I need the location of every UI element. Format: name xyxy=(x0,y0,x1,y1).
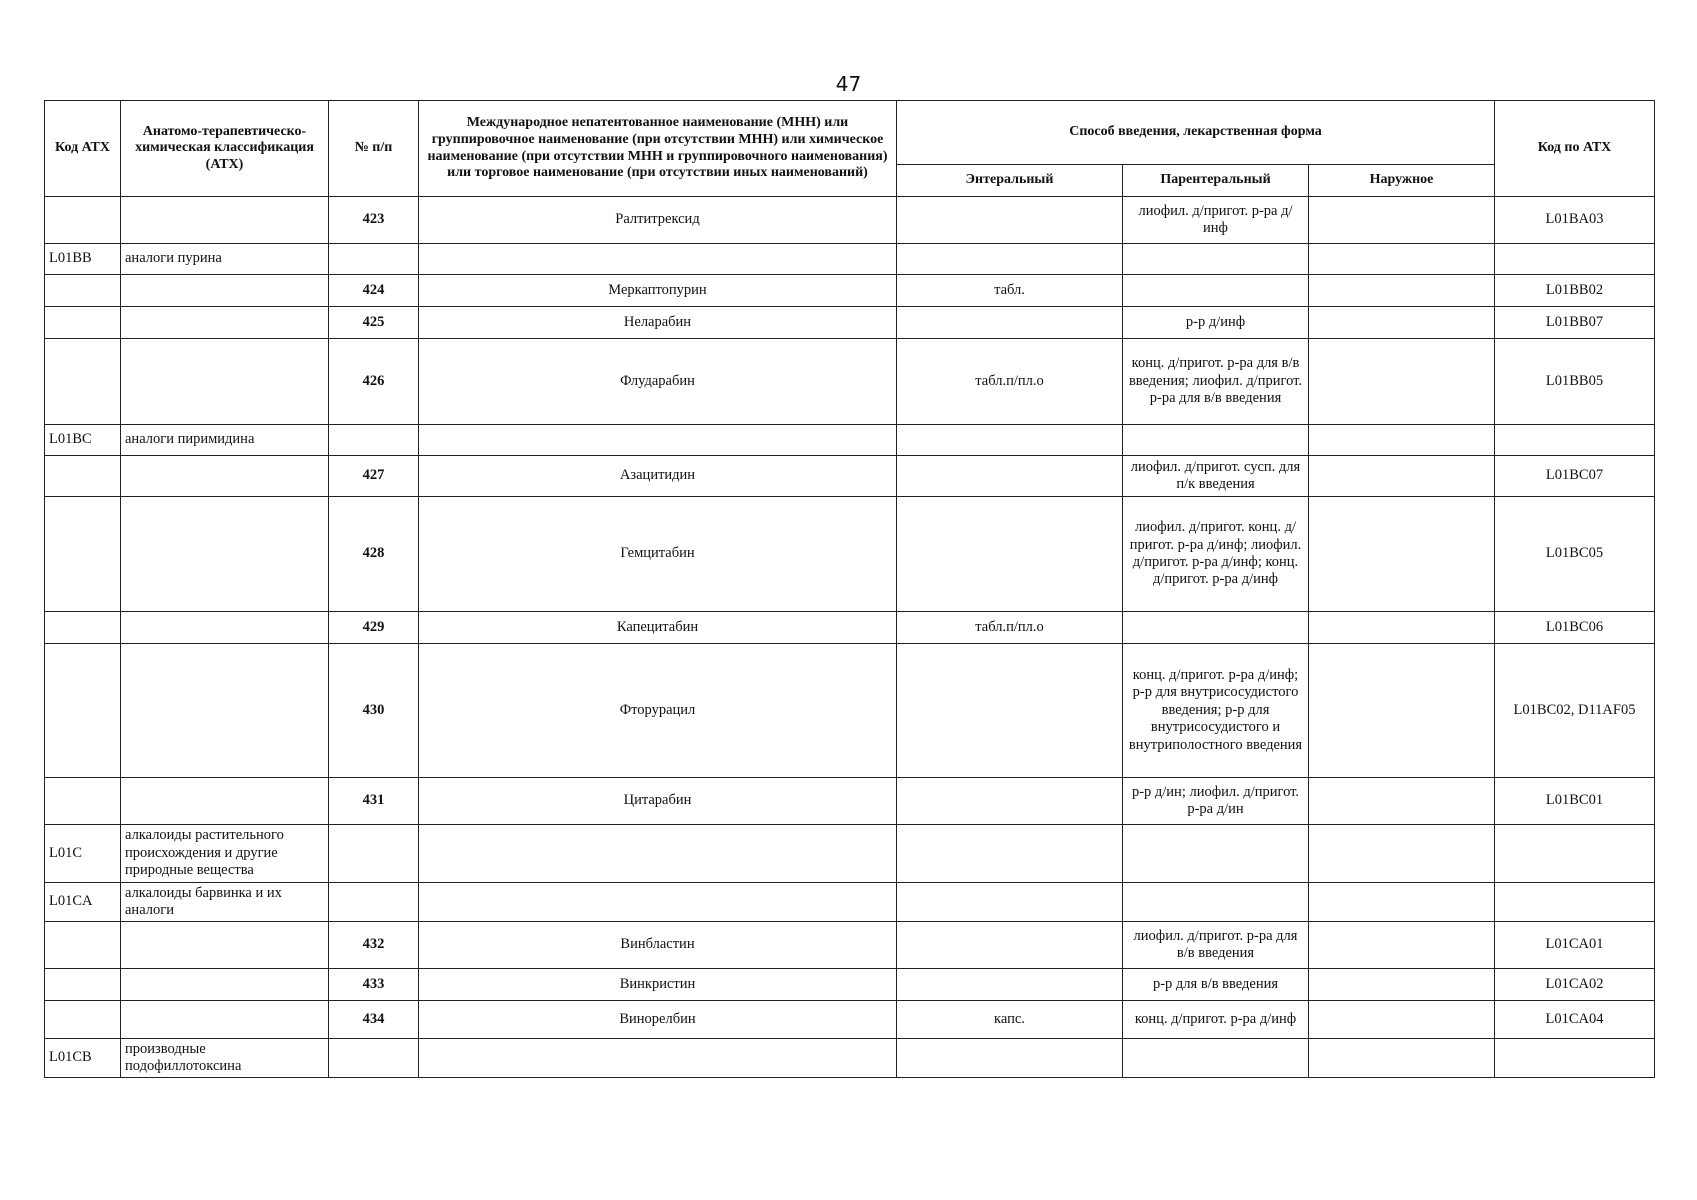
group-atx-code: L01BB xyxy=(45,244,121,275)
drug-name: Флударабин xyxy=(419,339,897,425)
classification-cell xyxy=(121,197,329,244)
row-number: 433 xyxy=(329,969,419,1001)
parenteral-form: р-р для в/в введения xyxy=(1123,969,1309,1001)
header-mnn: Международное непатентованное наименование (МНН) или группировочное наименование (при отсутствии МНН) или химическое наименование (при отсутствии МНН и группировочного наименования) или торговое наименование (при отсутствии иных наименований) xyxy=(419,101,897,197)
drug-name: Капецитабин xyxy=(419,612,897,644)
row-number: 431 xyxy=(329,778,419,825)
table-row xyxy=(45,456,1655,497)
row-number: 430 xyxy=(329,644,419,778)
enteral-form xyxy=(897,197,1123,244)
external-form xyxy=(1309,497,1495,612)
atx-code: L01CA04 xyxy=(1495,1001,1655,1039)
external-form xyxy=(1309,456,1495,497)
table-row xyxy=(45,1001,1655,1039)
drug-name: Неларабин xyxy=(419,307,897,339)
table-row xyxy=(45,922,1655,969)
parenteral-form: лиофил. д/пригот. сусп. для п/к введения xyxy=(1123,456,1309,497)
external-form xyxy=(1309,1001,1495,1039)
enteral-form xyxy=(897,644,1123,778)
enteral-form: капс. xyxy=(897,1001,1123,1039)
drug-name: Гемцитабин xyxy=(419,497,897,612)
header-kod-atx: Код АТХ xyxy=(45,101,121,197)
group-row xyxy=(45,825,1655,883)
enteral-form: табл.п/пл.о xyxy=(897,612,1123,644)
external-form xyxy=(1309,307,1495,339)
atx-code: L01BC07 xyxy=(1495,456,1655,497)
table-row xyxy=(45,778,1655,825)
parenteral-form: р-р д/инф xyxy=(1123,307,1309,339)
group-row xyxy=(45,425,1655,456)
enteral-form xyxy=(897,497,1123,612)
parenteral-form xyxy=(1123,275,1309,307)
external-form xyxy=(1309,197,1495,244)
table-row xyxy=(45,197,1655,244)
header-classification: Анатомо-терапевтическо-химическая классификация (АТХ) xyxy=(121,101,329,197)
external-form xyxy=(1309,644,1495,778)
parenteral-form: конц. д/пригот. р-ра д/инф xyxy=(1123,1001,1309,1039)
row-number: 428 xyxy=(329,497,419,612)
table-row xyxy=(45,275,1655,307)
table-row xyxy=(45,612,1655,644)
atx-code: L01BB02 xyxy=(1495,275,1655,307)
atx-code: L01CA01 xyxy=(1495,922,1655,969)
group-row xyxy=(45,883,1655,922)
drug-name: Винорелбин xyxy=(419,1001,897,1039)
header-external: Наружное xyxy=(1309,165,1495,197)
atx-code: L01BB07 xyxy=(1495,307,1655,339)
header-kod-po-atx: Код по АТХ xyxy=(1495,101,1655,197)
group-row xyxy=(45,244,1655,275)
external-form xyxy=(1309,969,1495,1001)
table-row xyxy=(45,497,1655,612)
group-classification: алкалоиды барвинка и их аналоги xyxy=(121,883,329,922)
atx-code: L01CA02 xyxy=(1495,969,1655,1001)
group-classification: производные подофиллотоксина xyxy=(121,1039,329,1078)
group-atx-code: L01BC xyxy=(45,425,121,456)
atx-code: L01BC02, D11AF05 xyxy=(1495,644,1655,778)
header-number: № п/п xyxy=(329,101,419,197)
parenteral-form: конц. д/пригот. р-ра д/инф; р-р для внутрисосудистого введения; р-р для внутрисосудистого и внутриполостного введения xyxy=(1123,644,1309,778)
header-route-group: Способ введения, лекарственная форма xyxy=(897,101,1495,165)
parenteral-form: лиофил. д/пригот. конц. д/пригот. р-ра д/инф; лиофил. д/пригот. р-ра д/инф; конц. д/пригот. р-ра д/инф xyxy=(1123,497,1309,612)
external-form xyxy=(1309,922,1495,969)
group-atx-code: L01C xyxy=(45,825,121,883)
external-form xyxy=(1309,612,1495,644)
enteral-form xyxy=(897,778,1123,825)
header-enteral: Энтеральный xyxy=(897,165,1123,197)
atx-code: L01BB05 xyxy=(1495,339,1655,425)
parenteral-form xyxy=(1123,612,1309,644)
parenteral-form: лиофил. д/пригот. р-ра д/инф xyxy=(1123,197,1309,244)
drug-name: Меркаптопурин xyxy=(419,275,897,307)
row-number: 427 xyxy=(329,456,419,497)
table-header xyxy=(45,101,1655,197)
group-atx-code: L01CA xyxy=(45,883,121,922)
drug-name: Цитарабин xyxy=(419,778,897,825)
page-number: 47 xyxy=(835,72,862,96)
header-parenteral: Парентеральный xyxy=(1123,165,1309,197)
parenteral-form: лиофил. д/пригот. р-ра для в/в введения xyxy=(1123,922,1309,969)
group-classification: аналоги пурина xyxy=(121,244,329,275)
atx-code: L01BC01 xyxy=(1495,778,1655,825)
row-number: 424 xyxy=(329,275,419,307)
table-row xyxy=(45,644,1655,778)
row-number: 423 xyxy=(329,197,419,244)
enteral-form xyxy=(897,456,1123,497)
parenteral-form: конц. д/пригот. р-ра для в/в введения; лиофил. д/пригот. р-ра для в/в введения xyxy=(1123,339,1309,425)
drug-register-table xyxy=(44,100,1655,1078)
group-atx-code: L01CB xyxy=(45,1039,121,1078)
table-row xyxy=(45,969,1655,1001)
drug-name: Фторурацил xyxy=(419,644,897,778)
enteral-form xyxy=(897,922,1123,969)
external-form xyxy=(1309,275,1495,307)
atx-code: L01BC05 xyxy=(1495,497,1655,612)
group-classification: аналоги пиримидина xyxy=(121,425,329,456)
row-number: 425 xyxy=(329,307,419,339)
external-form xyxy=(1309,778,1495,825)
group-classification: алкалоиды растительного происхождения и другие природные вещества xyxy=(121,825,329,883)
enteral-form: табл.п/пл.о xyxy=(897,339,1123,425)
enteral-form xyxy=(897,307,1123,339)
external-form xyxy=(1309,339,1495,425)
atx-code-cell xyxy=(45,197,121,244)
row-number: 426 xyxy=(329,339,419,425)
drug-name: Ралтитрексид xyxy=(419,197,897,244)
atx-code: L01BA03 xyxy=(1495,197,1655,244)
row-number: 432 xyxy=(329,922,419,969)
drug-name: Винкристин xyxy=(419,969,897,1001)
table-row xyxy=(45,307,1655,339)
atx-code: L01BC06 xyxy=(1495,612,1655,644)
group-row xyxy=(45,1039,1655,1078)
table-row xyxy=(45,339,1655,425)
drug-name: Винбластин xyxy=(419,922,897,969)
parenteral-form: р-р д/ин; лиофил. д/пригот. р-ра д/ин xyxy=(1123,778,1309,825)
enteral-form xyxy=(897,969,1123,1001)
drug-name: Азацитидин xyxy=(419,456,897,497)
row-number: 429 xyxy=(329,612,419,644)
row-number: 434 xyxy=(329,1001,419,1039)
enteral-form: табл. xyxy=(897,275,1123,307)
